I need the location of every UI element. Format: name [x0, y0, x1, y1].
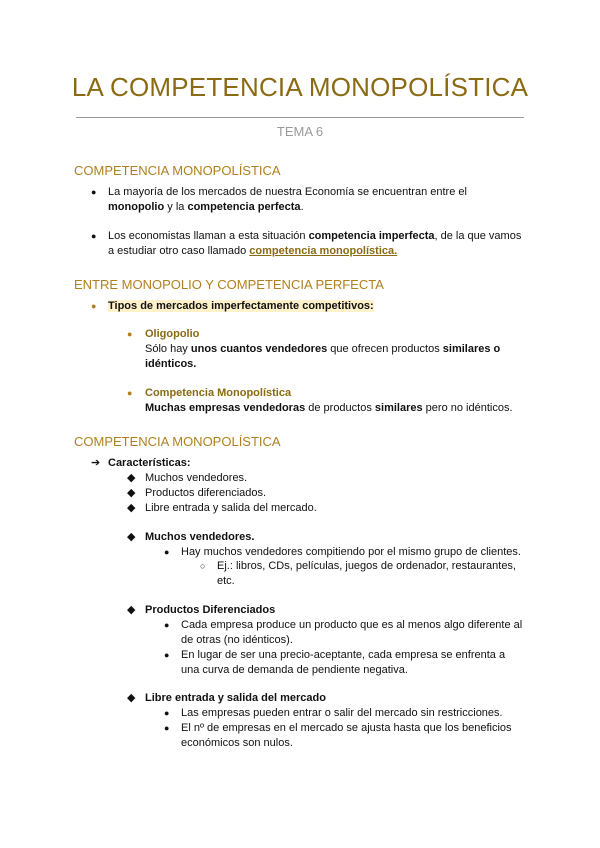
bullet-icon: ●	[91, 187, 97, 197]
competencia-monopolistica-link[interactable]: competencia monopolística.	[249, 245, 398, 257]
bullet-icon: ●	[127, 329, 133, 339]
diamond-bullet-icon: ◆	[127, 692, 136, 704]
section-heading-1: COMPETENCIA MONOPOLÍSTICA	[74, 163, 281, 178]
subsection-title: Productos Diferenciados	[145, 604, 276, 616]
bullet-icon: ●	[164, 547, 170, 557]
list-item: El nº de empresas en el mercado se ajusta hasta que los beneficios económicos son nulos.	[181, 722, 512, 749]
bullet-icon: ●	[127, 388, 133, 398]
list-item: Hay muchos vendedores compitiendo por el mismo grupo de clientes.	[181, 546, 521, 558]
document-title: LA COMPETENCIA MONOPOLÍSTICA	[71, 72, 529, 102]
list-item: Los economistas llaman a esta situación competencia imperfecta, de la que vamos a estudiar otro caso llamado competencia monopolística.	[108, 230, 522, 257]
subsection-title: Muchos vendedores.	[145, 531, 255, 543]
diamond-bullet-icon: ◆	[127, 502, 136, 514]
list-item: La mayoría de los mercados de nuestra Economía se encuentran entre el monopolio y la competencia perfecta.	[108, 186, 467, 213]
list-item: Libre entrada y salida del mercado.	[145, 502, 317, 514]
section-heading-3: COMPETENCIA MONOPOLÍSTICA	[74, 434, 281, 449]
bullet-icon: ●	[164, 650, 170, 660]
list-item: Ej.: libros, CDs, películas, juegos de ordenador, restaurantes, etc.	[217, 560, 516, 587]
diamond-bullet-icon: ◆	[127, 472, 136, 484]
subsection-title: Libre entrada y salida del mercado	[145, 692, 326, 704]
circle-bullet-icon: ○	[200, 561, 206, 571]
highlighted-text: Tipos de mercados imperfectamente competitivos:	[108, 300, 374, 312]
oligopolio-title: Oligopolio	[145, 328, 200, 340]
bullet-icon: ●	[164, 708, 170, 718]
list-item: Competencia Monopolística Muchas empresas vendedoras de productos similares pero no idénticos.	[145, 387, 513, 414]
list-item	[108, 299, 374, 314]
bullet-icon: ●	[164, 723, 170, 733]
competencia-monopolistica-title: Competencia Monopolística	[145, 387, 292, 399]
diamond-bullet-icon: ◆	[127, 531, 136, 543]
list-item: En lugar de ser una precio-aceptante, cada empresa se enfrenta a una curva de demanda de pendiente negativa.	[181, 649, 506, 676]
bullet-icon: ●	[91, 301, 97, 311]
arrow-right-icon: ➔	[91, 457, 101, 469]
diamond-bullet-icon: ◆	[127, 604, 136, 616]
bullet-icon: ●	[164, 620, 170, 630]
document-subtitle: TEMA 6	[276, 124, 324, 139]
list-item: Oligopolio Sólo hay unos cuantos vendedores que ofrecen productos similares o idénticos.	[145, 328, 501, 370]
list-item: Características:	[108, 457, 191, 469]
bullet-icon: ●	[91, 231, 97, 241]
list-item: Cada empresa produce un producto que es al menos algo diferente al de otras (no idénticos).	[181, 619, 523, 646]
section-heading-2: ENTRE MONOPOLIO Y COMPETENCIA PERFECTA	[74, 277, 384, 292]
list-item: Las empresas pueden entrar o salir del mercado sin restricciones.	[181, 707, 503, 719]
list-item: Muchos vendedores.	[145, 472, 248, 484]
diamond-bullet-icon: ◆	[127, 487, 136, 499]
title-divider	[76, 117, 524, 118]
list-item: Productos diferenciados.	[145, 487, 267, 499]
